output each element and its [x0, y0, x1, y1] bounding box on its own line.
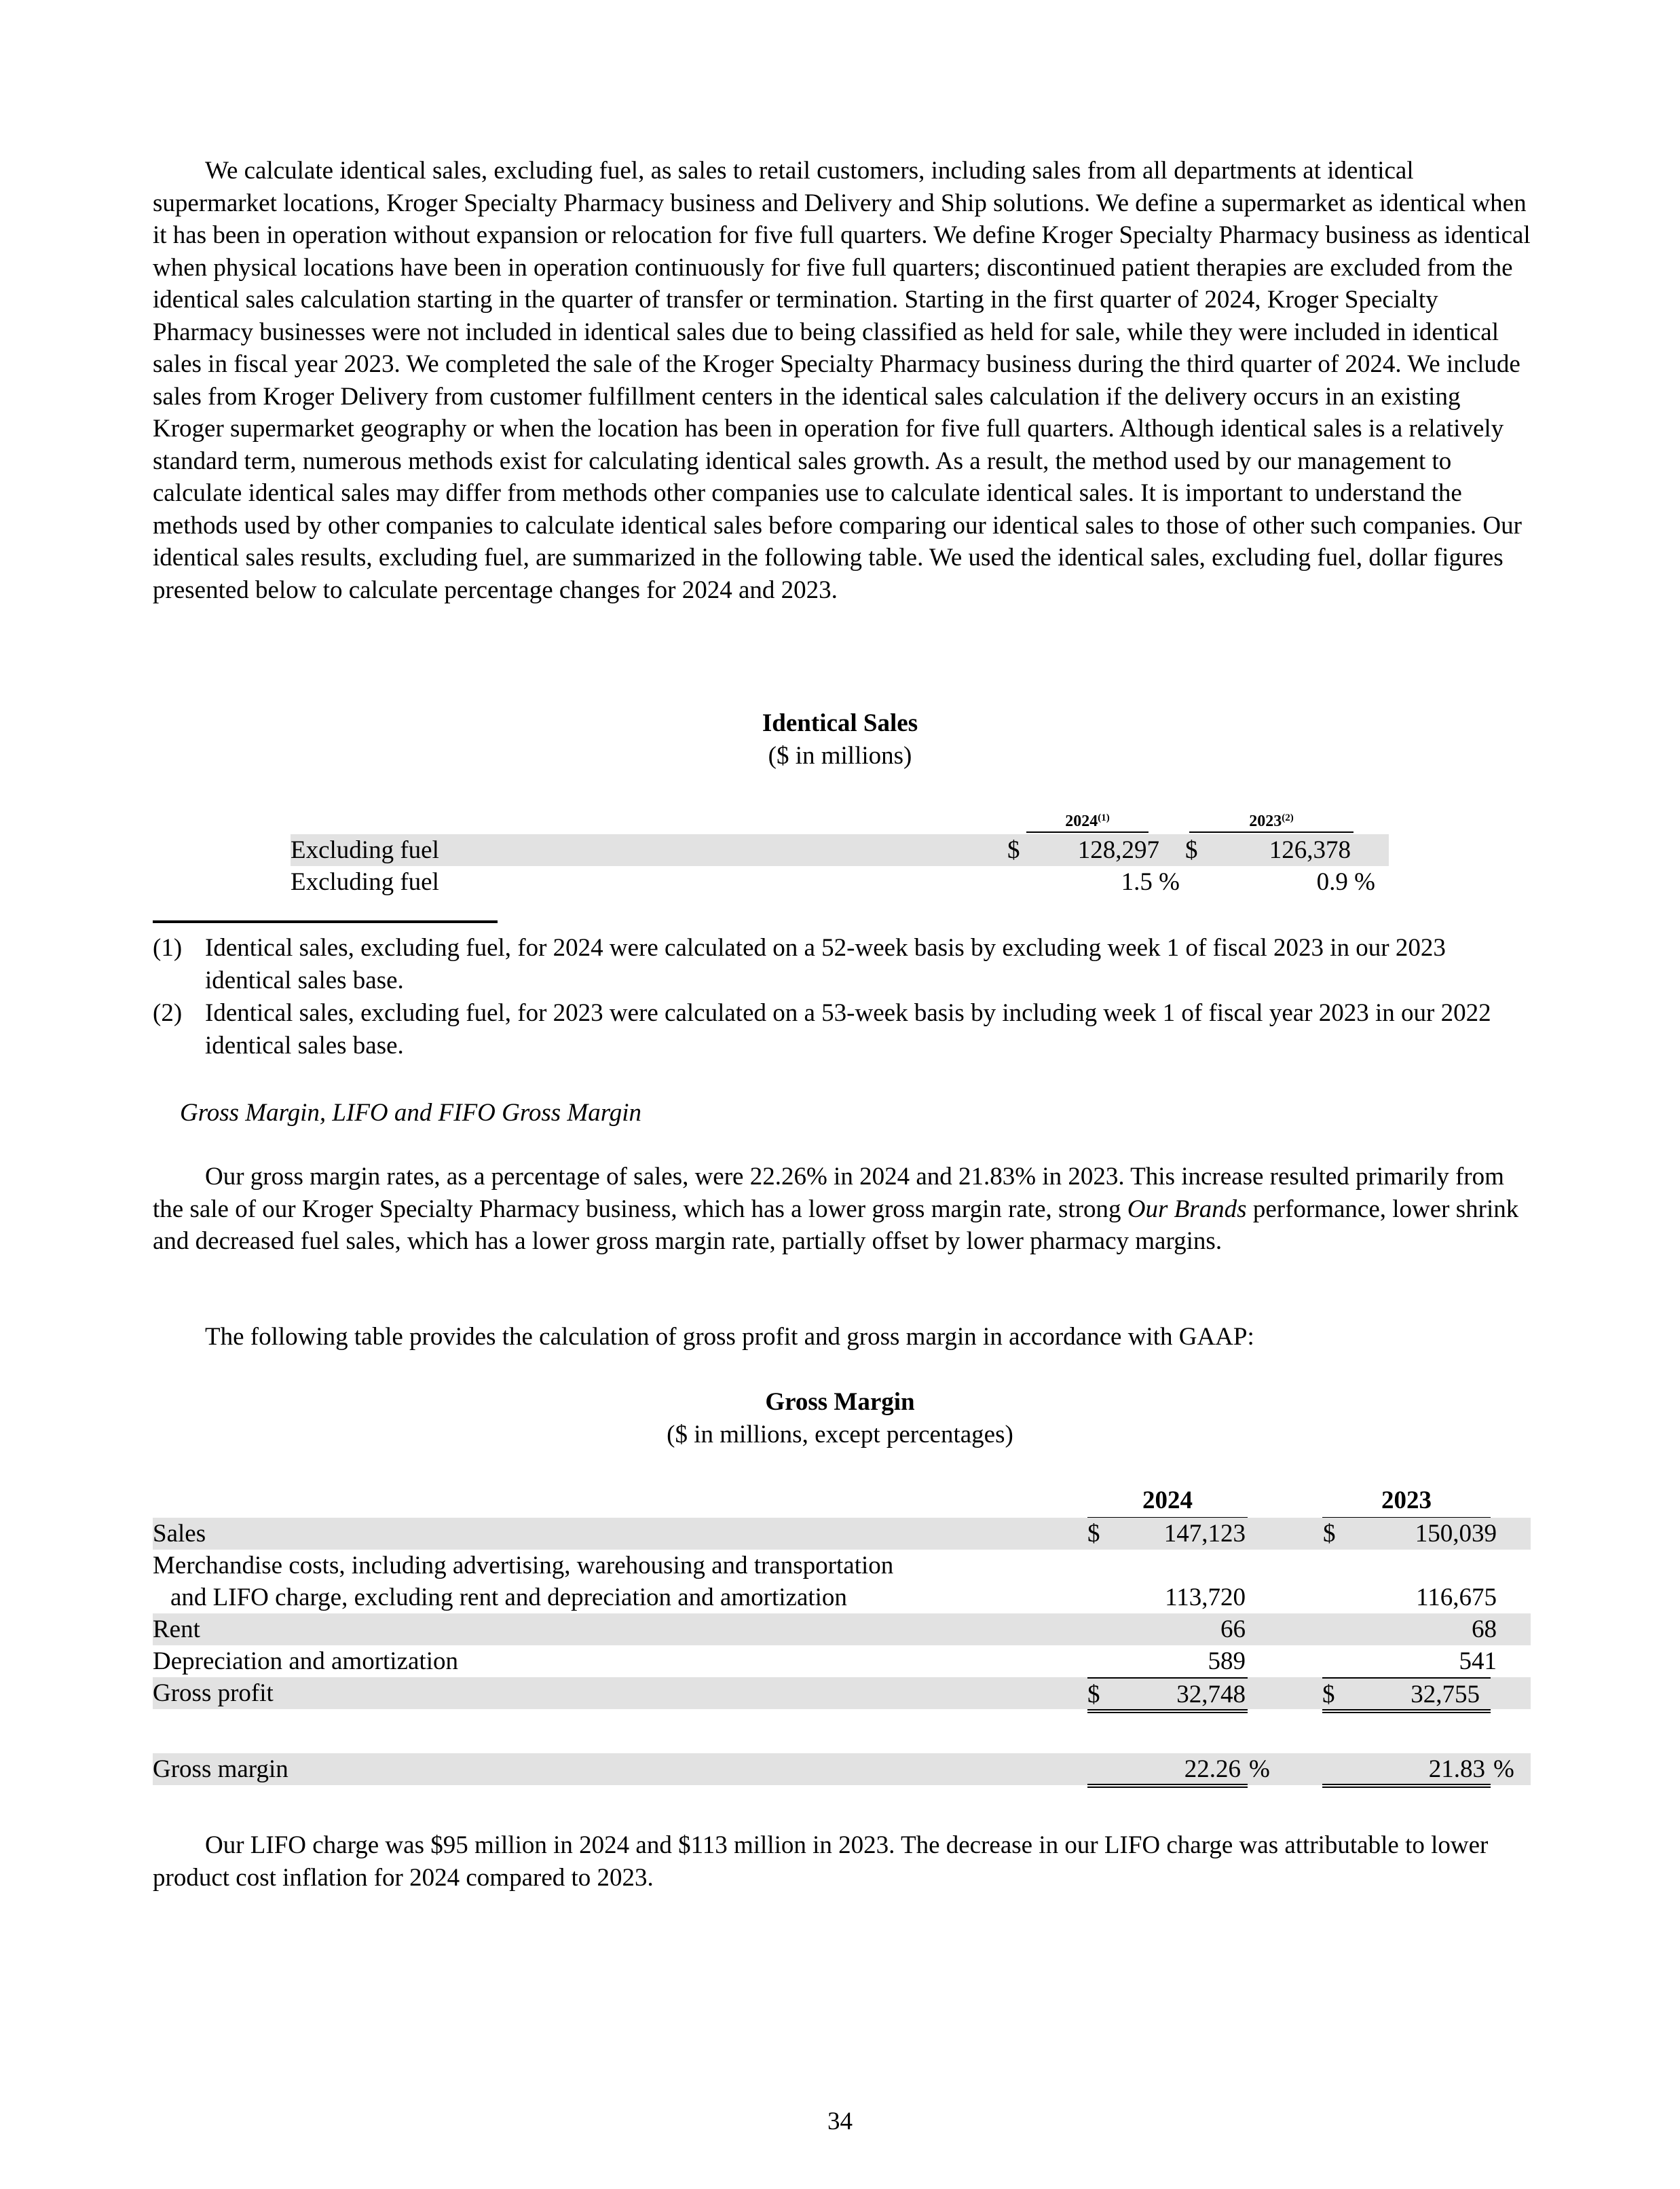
footnote-text: Identical sales, excluding fuel, for 2024 were calculated on a 52-week basis by excluding week 1 of fiscal 2023 in our 2023 identical sales base.: [205, 934, 1446, 994]
value-2023: 116,675: [1416, 1584, 1497, 1611]
gross-margin-2023-cell: [1322, 1753, 1519, 1784]
intro-section: [153, 155, 1531, 606]
row-label: Gross profit: [153, 1679, 274, 1707]
value-2024: 589: [1208, 1647, 1246, 1675]
spacer-row: [153, 1709, 1531, 1736]
gross-margin-text-part1: Our gross margin rates, as a percentage of sales, were 22.26% in 2024 and 21.83% in 2023. This increase resulted primarily from the sale of our Kroger Specialty Pharmacy business, which has a lower gross margin rate, strong: [153, 1163, 1504, 1223]
identical-sales-col-2024: [1026, 808, 1149, 833]
value-2023: 21.83: [1428, 1755, 1485, 1783]
row-label: Rent: [153, 1615, 200, 1643]
currency-symbol: $: [1185, 836, 1198, 864]
identical-sales-title: Identical Sales: [762, 709, 918, 737]
table-row: [291, 834, 1389, 866]
row-label: Sales: [153, 1520, 206, 1548]
currency-symbol: $: [1007, 836, 1020, 864]
lifo-paragraph: [153, 1829, 1531, 1894]
footnote-ref-2: (2): [1282, 812, 1294, 823]
value-2023: 32,755: [1411, 1681, 1480, 1708]
percent-sign: %: [1249, 1755, 1270, 1783]
footnote-2: [153, 997, 1531, 1062]
page-number: 34: [827, 2108, 853, 2135]
footnote-number: (2): [153, 999, 183, 1027]
col-2023-label: 2023: [1249, 812, 1282, 830]
gross-margin-2023-underline: [1322, 1784, 1491, 1788]
intro-paragraph: We calculate identical sales, excluding fuel, as sales to retail customers, including sales from all departments at identical supermarket locations, Kroger Specialty Pharmacy business and Delivery and Ship solutions. We define a supermarket as identical when it has been in operation without expansion or relocation for five full quarters. We define Kroger Specialty Pharmacy business as identical when physical locations have been in operation continuously for five full quarters; discontinued patient therapies are excluded from the identical sales calculation starting in the quarter of transfer or termination. Starting in the first quarter of 2024, Kroger Specialty Pharmacy businesses were not included in identical sales due to being classified as held for sale, while they were included in identical sales in fiscal year 2023. We completed the sale of the Kroger Specialty Pharmacy business during the third quarter of 2024. We include sales from Kroger Delivery from customer fulfillment centers in the identical sales calculation if the delivery occurs in an existing Kroger supermarket geography or when the location has been in operation for five full quarters. Although identical sales is a relatively standard term, numerous methods exist for calculating identical sales growth. As a result, the method used by our management to calculate identical sales may differ from methods other companies use to calculate identical sales. It is important to understand the methods used by other companies to calculate identical sales before comparing our identical sales to those of other such companies. Our identical sales results, excluding fuel, are summarized in the following table. We used the identical sales, excluding fuel, dollar figures presented below to calculate percentage changes for 2024 and 2023.: [153, 157, 1531, 604]
footnote-number: (1): [153, 934, 183, 962]
value-2024: 22.26: [1184, 1755, 1241, 1783]
gross-margin-section-heading: Gross Margin, LIFO and FIFO Gross Margin: [180, 1099, 642, 1127]
gross-profit-2023-cell: [1322, 1677, 1491, 1713]
currency-symbol: $: [1323, 1520, 1336, 1548]
value-2023: 541: [1459, 1647, 1497, 1675]
currency-symbol: $: [1322, 1681, 1335, 1708]
identical-sales-col-2023: [1189, 808, 1354, 833]
identical-sales-heading: [0, 707, 1680, 772]
row-label: Excluding fuel: [291, 836, 439, 864]
footnote-divider: [153, 920, 498, 923]
value-2023: 68: [1472, 1615, 1497, 1643]
footnote-ref-1: (1): [1098, 812, 1110, 823]
gross-margin-2024-cell: [1087, 1753, 1271, 1784]
value-2023: 0.9 %: [1316, 868, 1375, 896]
gross-margin-text: [153, 1161, 1531, 1258]
value-2024: 113,720: [1165, 1584, 1246, 1611]
row-label-line2: and LIFO charge, excluding rent and depreciation and amortization: [170, 1584, 847, 1611]
row-label: Excluding fuel: [291, 868, 439, 896]
gross-margin-text-part2: performance, lower shrink and decreased fuel sales, which has a lower gross margin rate, partially offset by lower pharmacy margins.: [153, 1195, 1519, 1255]
table-row-sales: [153, 1518, 1531, 1550]
lifo-text: Our LIFO charge was $95 million in 2024 and $113 million in 2023. The decrease in our LIFO charge was attributable to lower product cost inflation for 2024 compared to 2023.: [153, 1831, 1489, 1892]
gross-margin-col-2023: 2023: [1322, 1484, 1491, 1518]
row-label: Depreciation and amortization: [153, 1647, 458, 1675]
percent-sign: %: [1493, 1755, 1514, 1783]
gross-margin-table-heading: [0, 1386, 1680, 1451]
value-2024: 1.5 %: [1121, 868, 1180, 896]
gaap-intro-text: The following table provides the calculation of gross profit and gross margin in accordance with GAAP:: [205, 1323, 1254, 1351]
value-2024: 32,748: [1176, 1681, 1246, 1708]
identical-sales-subtitle: ($ in millions): [768, 741, 912, 770]
value-2023: 126,378: [1269, 836, 1351, 864]
row-label: Gross margin: [153, 1755, 288, 1783]
currency-symbol: $: [1087, 1681, 1100, 1708]
col-2024-label: 2024: [1065, 812, 1098, 830]
footnote-text: Identical sales, excluding fuel, for 2023 were calculated on a 53-week basis by including week 1 of fiscal year 2023 in our 2022 identical sales base.: [205, 999, 1491, 1060]
table-row-depreciation: [153, 1645, 1531, 1677]
gross-profit-2024-cell: [1087, 1677, 1248, 1713]
gross-margin-2024-underline: [1087, 1784, 1248, 1788]
value-2024: 128,297: [1077, 836, 1159, 864]
row-label-line1: Merchandise costs, including advertising, warehousing and transportation: [153, 1552, 894, 1579]
currency-symbol: $: [1087, 1520, 1100, 1548]
gross-margin-table-title: Gross Margin: [765, 1388, 915, 1416]
value-2024: 66: [1220, 1615, 1246, 1643]
table-row: [291, 866, 1389, 898]
gaap-intro: [153, 1321, 1531, 1353]
table-row-rent: [153, 1613, 1531, 1645]
value-2024: 147,123: [1163, 1520, 1246, 1548]
our-brands-text: Our Brands: [1127, 1195, 1247, 1223]
table-row-merchandise-costs: [153, 1550, 1531, 1613]
footnote-1: [153, 932, 1531, 996]
gross-margin-table-subtitle: ($ in millions, except percentages): [667, 1420, 1013, 1448]
value-2023: 150,039: [1415, 1520, 1497, 1548]
gross-margin-paragraph: [153, 1161, 1531, 1258]
gross-margin-col-2024: 2024: [1087, 1484, 1248, 1518]
